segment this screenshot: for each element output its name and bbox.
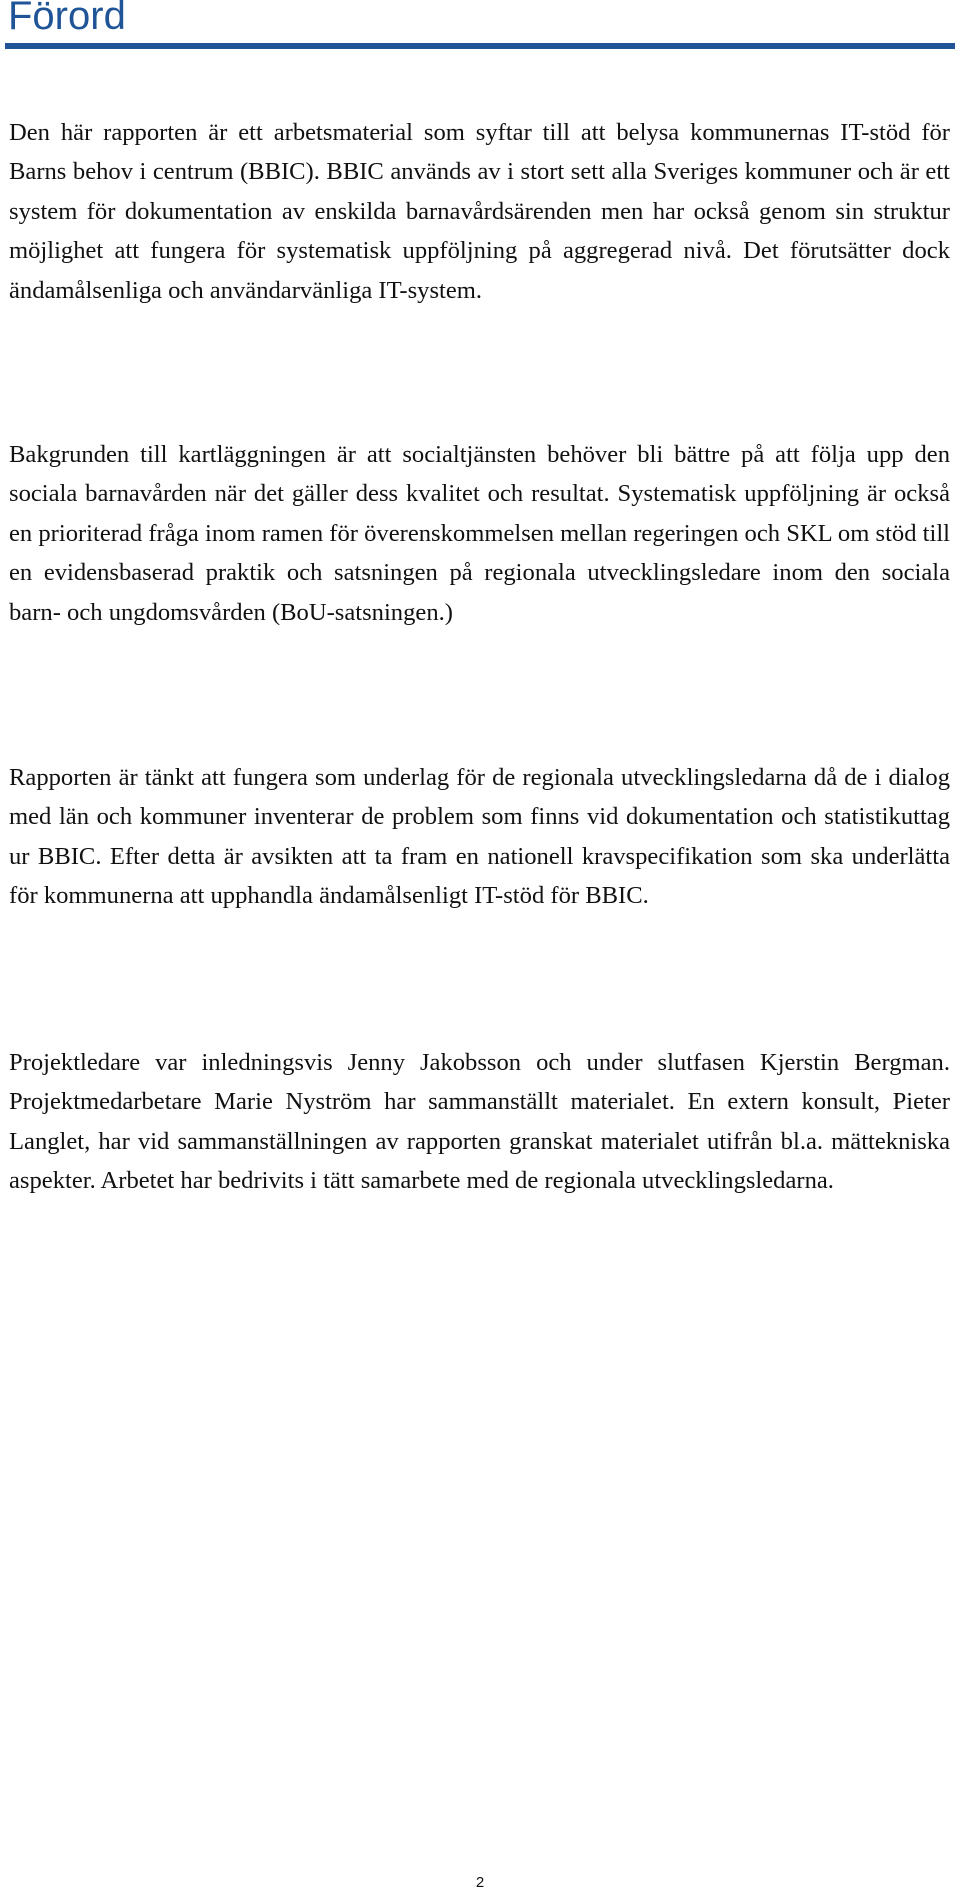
- page-number: 2: [475, 1874, 485, 1891]
- paragraph-purpose: Rapporten är tänkt att fungera som underlag för de regionala utvecklingsledarna då de i dialog med län och kommuner inventerar de problem som finns vid dokumentation och statistikuttag ur BBIC. Efter detta är avsikten att ta fram en nationell kravspecifikation som ska underlätta för kommunerna att upphandla ändamålsenligt IT-stöd för BBIC.: [9, 764, 950, 910]
- page-title: Förord: [8, 0, 126, 38]
- heading-divider: [5, 43, 955, 49]
- paragraph-background: Bakgrunden till kartläggningen är att socialtjänsten behöver bli bättre på att följa upp den sociala barnavården när det gäller dess kvalitet och resultat. Systematisk uppföljning är också en prioriterad fråga inom ramen för överenskommelsen mellan regeringen och SKL om stöd till en evidensbaserad praktik och satsningen på regionala utvecklingsledare inom den sociala barn- och ungdomsvården (BoU-satsningen.): [9, 441, 950, 626]
- paragraph-project-team: Projektledare var inledningsvis Jenny Jakobsson och under slutfasen Kjerstin Bergman. Projektmedarbetare Marie Nyström har sammanställt materialet. En extern konsult, Pieter Langlet, har vid sammanställningen av rapporten granskat materialet utifrån bl.a. mättekniska aspekter. Arbetet har bedrivits i tätt samarbete med de regionala utvecklingsledarna.: [9, 1049, 950, 1195]
- paragraph-intro: Den här rapporten är ett arbetsmaterial som syftar till att belysa kommunernas IT-stöd för Barns behov i centrum (BBIC). BBIC används av i stort sett alla Sveriges kommuner och är ett system för dokumentation av enskilda barnavårdsärenden men har också genom sin struktur möjlighet att fungera för systematisk uppföljning på aggregerad nivå. Det förutsätter dock ändamålsenliga och användarvänliga IT-system.: [9, 119, 950, 304]
